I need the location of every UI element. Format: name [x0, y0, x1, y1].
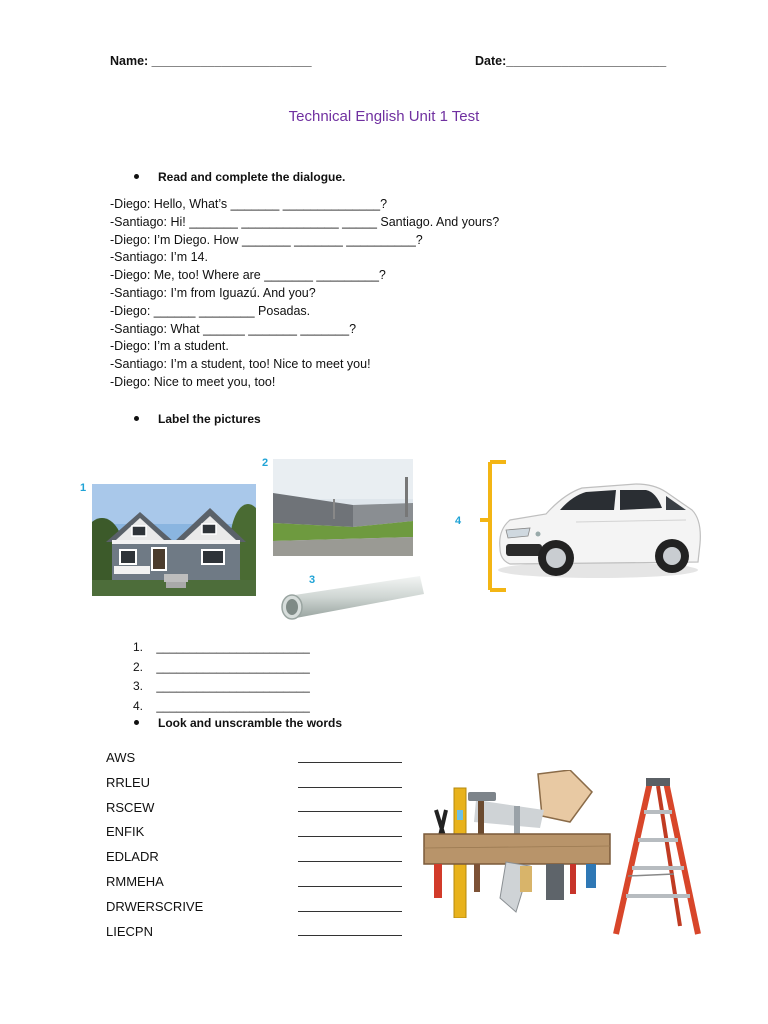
picture-number-1: 1	[80, 482, 87, 494]
scrambled-word: DRWERSCRIVE	[106, 898, 204, 914]
picture-number-3: 3	[309, 574, 316, 586]
date-field-label: Date:_______________________	[475, 54, 667, 68]
instruction-dialogue: Read and complete the dialogue.	[134, 170, 345, 184]
answer-blank[interactable]	[298, 895, 402, 920]
picture-number-4: 4	[455, 515, 462, 527]
bullet-icon	[134, 416, 139, 421]
label-answer-lines	[133, 638, 310, 716]
scrambled-word: AWS	[106, 750, 136, 765]
dialogue-line: -Diego: Hello, What’s _______ ______________?	[110, 197, 388, 211]
picture-number-2: 2	[262, 457, 269, 469]
answer-blank[interactable]	[298, 920, 402, 945]
dialogue-block	[110, 196, 499, 392]
car-picture	[476, 458, 708, 598]
bullet-icon	[134, 174, 139, 179]
pipe-picture	[276, 572, 424, 622]
dialogue-line: -Diego: Me, too! Where are _______ _________?	[110, 268, 386, 283]
dialogue-line: -Santiago: I’m a student, too! Nice to meet you!	[110, 357, 371, 372]
ladder-picture	[612, 776, 702, 940]
dialogue-line: -Santiago: What ______ _______ _______?	[110, 321, 357, 336]
unscramble-answer-lines	[298, 746, 402, 944]
wall-picture	[273, 459, 413, 556]
answer-line[interactable]: 1. _______________________	[133, 640, 310, 654]
answer-blank[interactable]	[298, 746, 402, 771]
name-field-label: Name: _______________________	[110, 54, 312, 68]
scrambled-word: RMMEHA	[106, 873, 164, 889]
house-picture	[92, 484, 256, 596]
dialogue-line: -Diego: ______ ________ Posadas.	[110, 303, 311, 318]
scrambled-word: EDLADR	[106, 849, 159, 865]
dialogue-line: -Santiago: Hi! _______ ______________ _____ Santiago. And yours?	[110, 214, 500, 229]
answer-line[interactable]: 4. _______________________	[133, 698, 310, 713]
page-title: Technical English Unit 1 Test	[288, 108, 480, 125]
dialogue-line: -Diego: I’m a student.	[110, 339, 229, 354]
instruction-unscramble: Look and unscramble the words	[134, 716, 342, 730]
bullet-icon	[134, 720, 139, 725]
tools-picture	[420, 770, 612, 918]
answer-blank[interactable]	[298, 771, 402, 796]
scrambled-word: LIECPN	[106, 923, 153, 939]
scrambled-word: ENFIK	[106, 824, 145, 840]
dialogue-line: -Diego: I’m Diego. How _______ _______ __________?	[110, 232, 423, 247]
scrambled-word: RRLEU	[106, 774, 151, 790]
scrambled-word: RSCEW	[106, 799, 155, 815]
dialogue-line: -Santiago: I’m from Iguazú. And you?	[110, 285, 316, 300]
answer-line[interactable]: 2. _______________________	[133, 659, 310, 674]
answer-blank[interactable]	[298, 820, 402, 845]
dialogue-line: -Santiago: I’m 14.	[110, 250, 208, 265]
answer-blank[interactable]	[298, 796, 402, 821]
answer-line[interactable]: 3. _______________________	[133, 679, 310, 693]
instruction-label-pictures: Label the pictures	[134, 412, 261, 426]
answer-blank[interactable]	[298, 870, 402, 895]
answer-blank[interactable]	[298, 845, 402, 870]
dialogue-line: -Diego: Nice to meet you, too!	[110, 374, 276, 389]
scrambled-word-list	[106, 746, 203, 944]
